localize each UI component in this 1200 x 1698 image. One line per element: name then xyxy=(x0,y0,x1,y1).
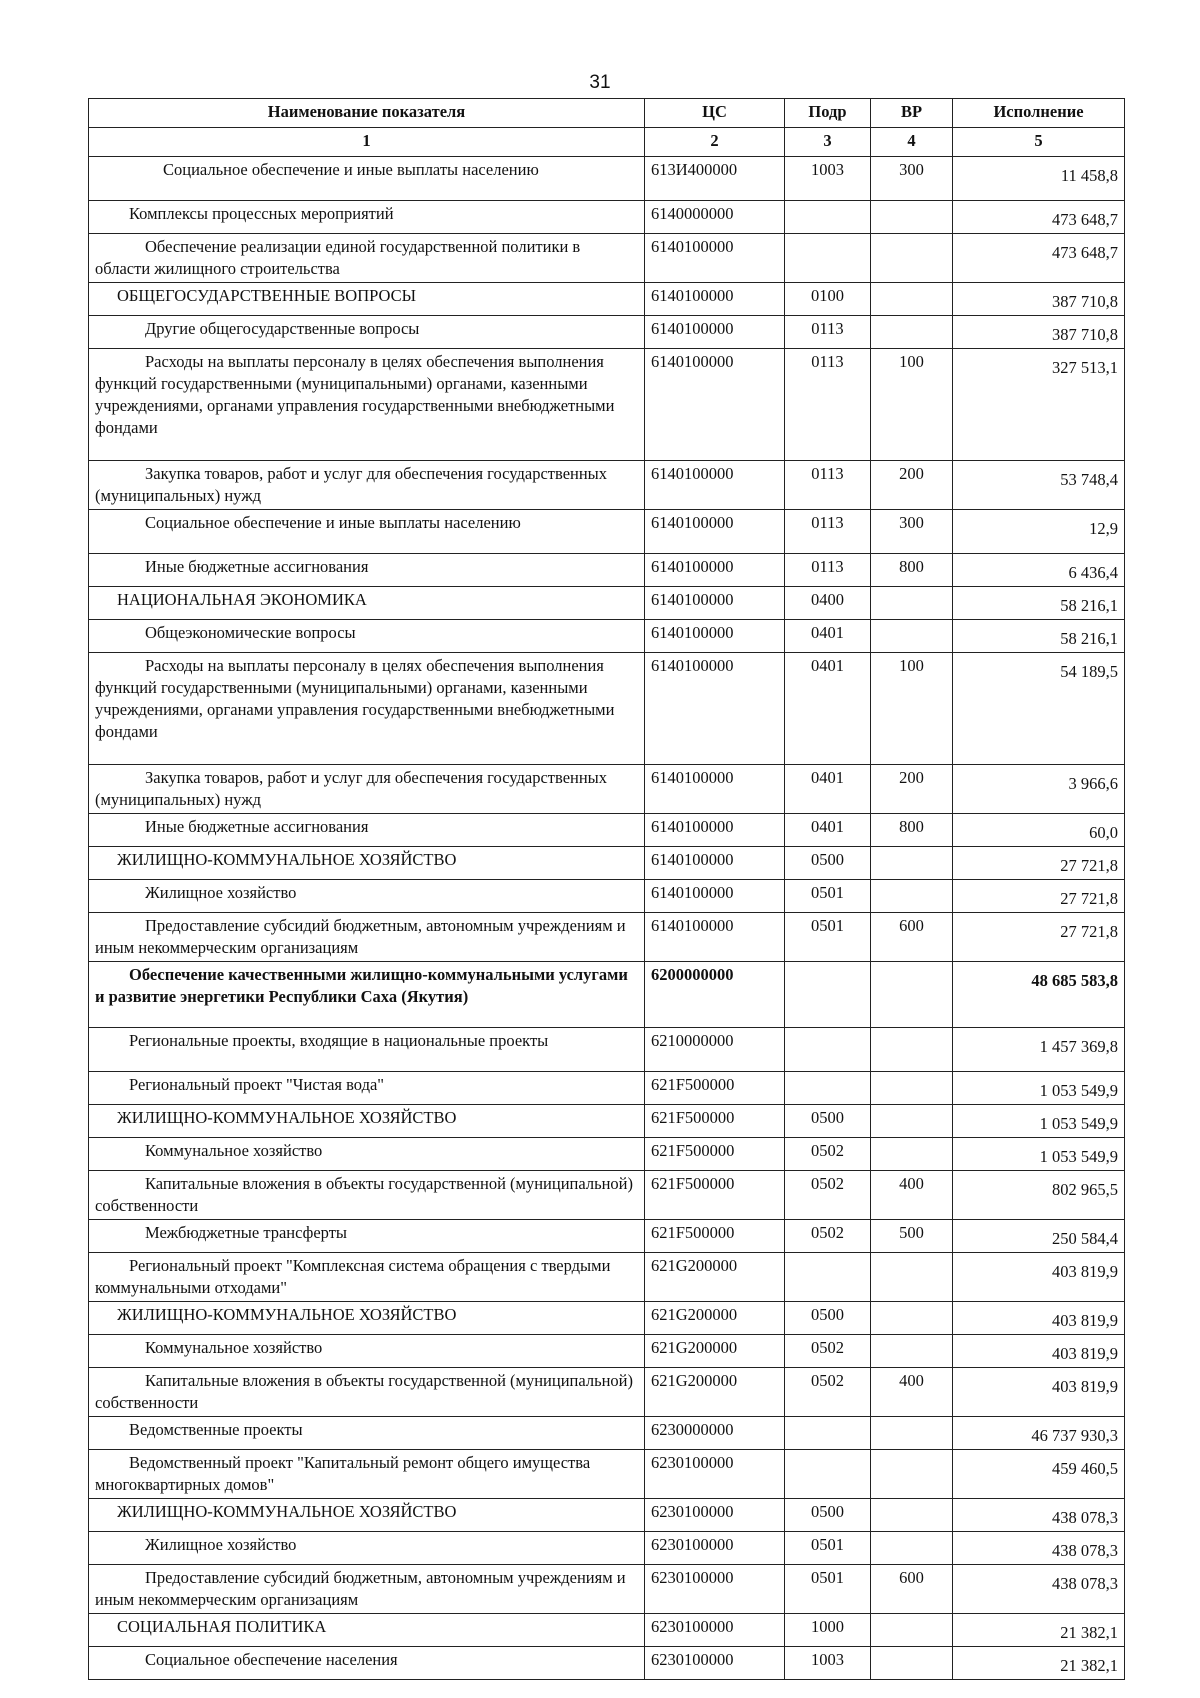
row-cs-code: 6140100000 xyxy=(645,349,785,461)
row-podr-code: 0400 xyxy=(785,587,871,620)
table-row xyxy=(89,814,1125,847)
row-cs-code: 621G200000 xyxy=(645,1253,785,1302)
column-number-1: 1 xyxy=(89,128,645,157)
row-amount-value: 27 721,8 xyxy=(1060,856,1118,875)
row-cs-code: 621F500000 xyxy=(645,1220,785,1253)
row-cs-code: 6200000000 xyxy=(645,962,785,1028)
row-name: ЖИЛИЩНО-КОММУНАЛЬНОЕ ХОЗЯЙСТВО xyxy=(89,847,645,880)
row-vr-code xyxy=(871,847,953,880)
row-amount-value: 473 648,7 xyxy=(1052,210,1118,229)
row-amount-value: 473 648,7 xyxy=(1052,243,1118,262)
row-amount-value: 6 436,4 xyxy=(1068,563,1118,582)
row-podr-code xyxy=(785,1072,871,1105)
table-row xyxy=(89,201,1125,234)
table-body xyxy=(89,157,1125,1680)
row-amount-value: 21 382,1 xyxy=(1060,1623,1118,1642)
row-vr-code xyxy=(871,1532,953,1565)
table-row xyxy=(89,1138,1125,1171)
row-amount xyxy=(953,1138,1125,1171)
table-row xyxy=(89,1499,1125,1532)
row-vr-code xyxy=(871,1072,953,1105)
row-amount xyxy=(953,962,1125,1028)
table-row xyxy=(89,283,1125,316)
row-vr-code: 200 xyxy=(871,461,953,510)
row-amount xyxy=(953,1220,1125,1253)
row-amount xyxy=(953,157,1125,201)
row-amount xyxy=(953,461,1125,510)
table-row xyxy=(89,1302,1125,1335)
row-name: Обеспечение качественными жилищно-коммунальными услугами и развитие энергетики Республики Саха (Якутия) xyxy=(89,962,645,1028)
row-vr-code xyxy=(871,316,953,349)
row-vr-code: 400 xyxy=(871,1368,953,1417)
row-podr-code: 0113 xyxy=(785,316,871,349)
row-amount xyxy=(953,765,1125,814)
row-podr-code: 0500 xyxy=(785,1302,871,1335)
row-amount-value: 12,9 xyxy=(1089,519,1118,538)
table-row xyxy=(89,1532,1125,1565)
row-amount-value: 403 819,9 xyxy=(1052,1377,1118,1396)
row-podr-code: 0501 xyxy=(785,1532,871,1565)
row-amount-value: 438 078,3 xyxy=(1052,1508,1118,1527)
row-podr-code: 0501 xyxy=(785,1565,871,1614)
row-amount xyxy=(953,316,1125,349)
row-amount-value: 48 685 583,8 xyxy=(1031,971,1118,990)
row-amount-value: 21 382,1 xyxy=(1060,1656,1118,1675)
row-cs-code: 6230100000 xyxy=(645,1450,785,1499)
row-amount xyxy=(953,283,1125,316)
row-podr-code xyxy=(785,201,871,234)
column-number-2: 2 xyxy=(645,128,785,157)
row-amount-value: 46 737 930,3 xyxy=(1031,1426,1118,1445)
row-podr-code: 0401 xyxy=(785,765,871,814)
row-name: НАЦИОНАЛЬНАЯ ЭКОНОМИКА xyxy=(89,587,645,620)
row-vr-code: 800 xyxy=(871,814,953,847)
table-row xyxy=(89,1565,1125,1614)
row-vr-code xyxy=(871,1253,953,1302)
row-podr-code: 0502 xyxy=(785,1138,871,1171)
row-podr-code: 0113 xyxy=(785,510,871,554)
row-podr-code: 0113 xyxy=(785,554,871,587)
row-name: Социальное обеспечение и иные выплаты населению xyxy=(89,510,645,554)
row-amount-value: 60,0 xyxy=(1089,823,1118,842)
row-name: Коммунальное хозяйство xyxy=(89,1138,645,1171)
row-cs-code: 621F500000 xyxy=(645,1072,785,1105)
row-amount-value: 3 966,6 xyxy=(1068,774,1118,793)
row-name: Закупка товаров, работ и услуг для обеспечения государственных (муниципальных) нужд xyxy=(89,461,645,510)
row-name: Комплексы процессных мероприятий xyxy=(89,201,645,234)
row-cs-code: 6140100000 xyxy=(645,510,785,554)
row-amount-value: 11 458,8 xyxy=(1060,166,1118,185)
row-amount xyxy=(953,510,1125,554)
header-cs: ЦС xyxy=(645,99,785,128)
table-row xyxy=(89,653,1125,765)
row-name: Ведомственный проект "Капитальный ремонт общего имущества многоквартирных домов" xyxy=(89,1450,645,1499)
row-amount xyxy=(953,847,1125,880)
column-number-3: 3 xyxy=(785,128,871,157)
row-name: Социальное обеспечение населения xyxy=(89,1647,645,1680)
row-vr-code xyxy=(871,962,953,1028)
row-podr-code xyxy=(785,234,871,283)
row-amount xyxy=(953,814,1125,847)
row-cs-code: 6210000000 xyxy=(645,1028,785,1072)
row-amount xyxy=(953,1368,1125,1417)
row-amount xyxy=(953,349,1125,461)
row-name: Другие общегосударственные вопросы xyxy=(89,316,645,349)
row-vr-code: 300 xyxy=(871,510,953,554)
table-row xyxy=(89,1105,1125,1138)
row-name: Предоставление субсидий бюджетным, автономным учреждениям и иным некоммерческим организациям xyxy=(89,1565,645,1614)
row-amount xyxy=(953,1614,1125,1647)
row-vr-code xyxy=(871,1614,953,1647)
header-name: Наименование показателя xyxy=(89,99,645,128)
row-podr-code: 0502 xyxy=(785,1335,871,1368)
row-cs-code: 6140100000 xyxy=(645,587,785,620)
table-row xyxy=(89,1220,1125,1253)
row-cs-code: 621F500000 xyxy=(645,1105,785,1138)
row-podr-code: 0113 xyxy=(785,349,871,461)
table-row xyxy=(89,962,1125,1028)
row-amount xyxy=(953,1565,1125,1614)
row-name: Капитальные вложения в объекты государственной (муниципальной) собственности xyxy=(89,1368,645,1417)
row-name: ЖИЛИЩНО-КОММУНАЛЬНОЕ ХОЗЯЙСТВО xyxy=(89,1302,645,1335)
row-amount-value: 403 819,9 xyxy=(1052,1344,1118,1363)
row-cs-code: 6140100000 xyxy=(645,653,785,765)
row-amount xyxy=(953,1253,1125,1302)
table-row xyxy=(89,880,1125,913)
row-cs-code: 621F500000 xyxy=(645,1138,785,1171)
row-name: Иные бюджетные ассигнования xyxy=(89,814,645,847)
row-amount-value: 1 053 549,9 xyxy=(1039,1114,1118,1133)
row-vr-code xyxy=(871,1499,953,1532)
row-amount xyxy=(953,234,1125,283)
row-vr-code xyxy=(871,620,953,653)
row-amount xyxy=(953,913,1125,962)
row-vr-code xyxy=(871,1138,953,1171)
row-name: Ведомственные проекты xyxy=(89,1417,645,1450)
page-number: 31 xyxy=(589,72,611,93)
table-row xyxy=(89,1614,1125,1647)
table-row xyxy=(89,1450,1125,1499)
row-amount xyxy=(953,201,1125,234)
row-vr-code xyxy=(871,1417,953,1450)
row-cs-code: 6140100000 xyxy=(645,880,785,913)
row-cs-code: 6140100000 xyxy=(645,283,785,316)
row-cs-code: 6140000000 xyxy=(645,201,785,234)
row-amount-value: 58 216,1 xyxy=(1060,629,1118,648)
row-name: СОЦИАЛЬНАЯ ПОЛИТИКА xyxy=(89,1614,645,1647)
row-vr-code xyxy=(871,880,953,913)
row-cs-code: 6140100000 xyxy=(645,461,785,510)
row-amount-value: 250 584,4 xyxy=(1052,1229,1118,1248)
row-amount-value: 53 748,4 xyxy=(1060,470,1118,489)
row-amount xyxy=(953,653,1125,765)
row-amount xyxy=(953,1450,1125,1499)
row-amount-value: 1 457 369,8 xyxy=(1039,1037,1118,1056)
row-amount xyxy=(953,880,1125,913)
row-amount xyxy=(953,1335,1125,1368)
row-vr-code xyxy=(871,1450,953,1499)
row-vr-code xyxy=(871,201,953,234)
table-row xyxy=(89,1647,1125,1680)
row-amount-value: 403 819,9 xyxy=(1052,1311,1118,1330)
row-amount xyxy=(953,1171,1125,1220)
row-amount xyxy=(953,620,1125,653)
row-vr-code xyxy=(871,1105,953,1138)
row-vr-code: 100 xyxy=(871,653,953,765)
row-amount-value: 387 710,8 xyxy=(1052,325,1118,344)
row-vr-code xyxy=(871,234,953,283)
row-name: Общеэкономические вопросы xyxy=(89,620,645,653)
table-row xyxy=(89,234,1125,283)
row-cs-code: 6140100000 xyxy=(645,620,785,653)
row-cs-code: 6230100000 xyxy=(645,1647,785,1680)
row-amount-value: 27 721,8 xyxy=(1060,922,1118,941)
row-podr-code: 0502 xyxy=(785,1220,871,1253)
row-name: Региональный проект "Чистая вода" xyxy=(89,1072,645,1105)
row-cs-code: 6140100000 xyxy=(645,814,785,847)
row-podr-code xyxy=(785,1028,871,1072)
header-ispolnenie: Исполнение xyxy=(953,99,1125,128)
row-amount-value: 438 078,3 xyxy=(1052,1574,1118,1593)
row-amount xyxy=(953,1417,1125,1450)
table-row xyxy=(89,847,1125,880)
row-name: Межбюджетные трансферты xyxy=(89,1220,645,1253)
row-name: ЖИЛИЩНО-КОММУНАЛЬНОЕ ХОЗЯЙСТВО xyxy=(89,1499,645,1532)
table-column-numbers-row xyxy=(89,128,1125,157)
row-podr-code: 0501 xyxy=(785,913,871,962)
row-cs-code: 6140100000 xyxy=(645,234,785,283)
table-row xyxy=(89,587,1125,620)
table-row xyxy=(89,316,1125,349)
row-amount-value: 27 721,8 xyxy=(1060,889,1118,908)
row-podr-code: 0500 xyxy=(785,1105,871,1138)
row-cs-code: 6230100000 xyxy=(645,1565,785,1614)
row-podr-code xyxy=(785,962,871,1028)
row-amount-value: 438 078,3 xyxy=(1052,1541,1118,1560)
header-podr: Подр xyxy=(785,99,871,128)
row-name: ЖИЛИЩНО-КОММУНАЛЬНОЕ ХОЗЯЙСТВО xyxy=(89,1105,645,1138)
row-amount-value: 58 216,1 xyxy=(1060,596,1118,615)
row-name: Региональные проекты, входящие в национальные проекты xyxy=(89,1028,645,1072)
table-row xyxy=(89,461,1125,510)
row-cs-code: 621F500000 xyxy=(645,1171,785,1220)
column-number-5: 5 xyxy=(953,128,1125,157)
table-row xyxy=(89,620,1125,653)
row-vr-code: 400 xyxy=(871,1171,953,1220)
row-podr-code: 0100 xyxy=(785,283,871,316)
row-amount-value: 387 710,8 xyxy=(1052,292,1118,311)
row-podr-code xyxy=(785,1450,871,1499)
row-name: ОБЩЕГОСУДАРСТВЕННЫЕ ВОПРОСЫ xyxy=(89,283,645,316)
row-cs-code: 6230000000 xyxy=(645,1417,785,1450)
row-podr-code: 0401 xyxy=(785,653,871,765)
row-cs-code: 621G200000 xyxy=(645,1302,785,1335)
row-vr-code: 600 xyxy=(871,1565,953,1614)
row-amount xyxy=(953,1072,1125,1105)
row-amount-value: 802 965,5 xyxy=(1052,1180,1118,1199)
row-vr-code xyxy=(871,1028,953,1072)
row-vr-code: 500 xyxy=(871,1220,953,1253)
column-number-4: 4 xyxy=(871,128,953,157)
table-row xyxy=(89,1368,1125,1417)
row-amount xyxy=(953,1532,1125,1565)
row-name: Расходы на выплаты персоналу в целях обеспечения выполнения функций государственными (муниципальными) органами, казенными учреждениями, органами управления государственными внебюджетными фондами xyxy=(89,349,645,461)
row-amount xyxy=(953,1028,1125,1072)
row-podr-code xyxy=(785,1253,871,1302)
row-amount xyxy=(953,1647,1125,1680)
row-vr-code: 100 xyxy=(871,349,953,461)
row-name: Жилищное хозяйство xyxy=(89,1532,645,1565)
row-podr-code: 0502 xyxy=(785,1171,871,1220)
row-podr-code: 0500 xyxy=(785,847,871,880)
row-cs-code: 6140100000 xyxy=(645,765,785,814)
row-name: Региональный проект "Комплексная система обращения с твердыми коммунальными отходами" xyxy=(89,1253,645,1302)
row-cs-code: 6230100000 xyxy=(645,1614,785,1647)
row-podr-code: 0113 xyxy=(785,461,871,510)
table-row xyxy=(89,1335,1125,1368)
row-vr-code: 200 xyxy=(871,765,953,814)
row-amount-value: 327 513,1 xyxy=(1052,358,1118,377)
row-cs-code: 6230100000 xyxy=(645,1499,785,1532)
row-name: Предоставление субсидий бюджетным, автономным учреждениям и иным некоммерческим организациям xyxy=(89,913,645,962)
row-amount-value: 459 460,5 xyxy=(1052,1459,1118,1478)
row-podr-code: 1003 xyxy=(785,157,871,201)
row-podr-code xyxy=(785,1417,871,1450)
table-row xyxy=(89,1417,1125,1450)
row-amount-value: 1 053 549,9 xyxy=(1039,1081,1118,1100)
row-name: Капитальные вложения в объекты государственной (муниципальной) собственности xyxy=(89,1171,645,1220)
row-vr-code xyxy=(871,587,953,620)
table-row xyxy=(89,1028,1125,1072)
row-name: Расходы на выплаты персоналу в целях обеспечения выполнения функций государственными (муниципальными) органами, казенными учреждениями, органами управления государственными внебюджетными фондами xyxy=(89,653,645,765)
table-row xyxy=(89,1171,1125,1220)
row-podr-code: 0502 xyxy=(785,1368,871,1417)
row-name: Закупка товаров, работ и услуг для обеспечения государственных (муниципальных) нужд xyxy=(89,765,645,814)
row-amount-value: 54 189,5 xyxy=(1060,662,1118,681)
row-podr-code: 0501 xyxy=(785,880,871,913)
table-row xyxy=(89,1253,1125,1302)
table-row xyxy=(89,913,1125,962)
table-row xyxy=(89,1072,1125,1105)
row-podr-code: 1000 xyxy=(785,1614,871,1647)
row-amount-value: 403 819,9 xyxy=(1052,1262,1118,1281)
row-name: Социальное обеспечение и иные выплаты населению xyxy=(89,157,645,201)
header-vr: ВР xyxy=(871,99,953,128)
row-name: Коммунальное хозяйство xyxy=(89,1335,645,1368)
row-vr-code xyxy=(871,283,953,316)
table-header-row xyxy=(89,99,1125,128)
row-amount xyxy=(953,587,1125,620)
row-cs-code: 6140100000 xyxy=(645,554,785,587)
row-name: Жилищное хозяйство xyxy=(89,880,645,913)
row-vr-code xyxy=(871,1302,953,1335)
row-cs-code: 613И400000 xyxy=(645,157,785,201)
row-vr-code: 600 xyxy=(871,913,953,962)
row-amount xyxy=(953,1105,1125,1138)
row-podr-code: 0401 xyxy=(785,620,871,653)
row-podr-code: 0401 xyxy=(785,814,871,847)
table-row xyxy=(89,554,1125,587)
table-row xyxy=(89,349,1125,461)
row-name: Иные бюджетные ассигнования xyxy=(89,554,645,587)
row-cs-code: 6140100000 xyxy=(645,316,785,349)
row-vr-code: 300 xyxy=(871,157,953,201)
row-podr-code: 0500 xyxy=(785,1499,871,1532)
row-vr-code xyxy=(871,1335,953,1368)
row-vr-code: 800 xyxy=(871,554,953,587)
row-amount-value: 1 053 549,9 xyxy=(1039,1147,1118,1166)
row-amount xyxy=(953,1302,1125,1335)
table-row xyxy=(89,157,1125,201)
row-cs-code: 621G200000 xyxy=(645,1368,785,1417)
row-podr-code: 1003 xyxy=(785,1647,871,1680)
row-name: Обеспечение реализации единой государственной политики в области жилищного строительства xyxy=(89,234,645,283)
table-row xyxy=(89,510,1125,554)
row-cs-code: 621G200000 xyxy=(645,1335,785,1368)
row-amount xyxy=(953,1499,1125,1532)
row-vr-code xyxy=(871,1647,953,1680)
table-row xyxy=(89,765,1125,814)
budget-execution-table xyxy=(88,98,1125,1680)
row-cs-code: 6140100000 xyxy=(645,847,785,880)
row-amount xyxy=(953,554,1125,587)
row-cs-code: 6140100000 xyxy=(645,913,785,962)
row-cs-code: 6230100000 xyxy=(645,1532,785,1565)
